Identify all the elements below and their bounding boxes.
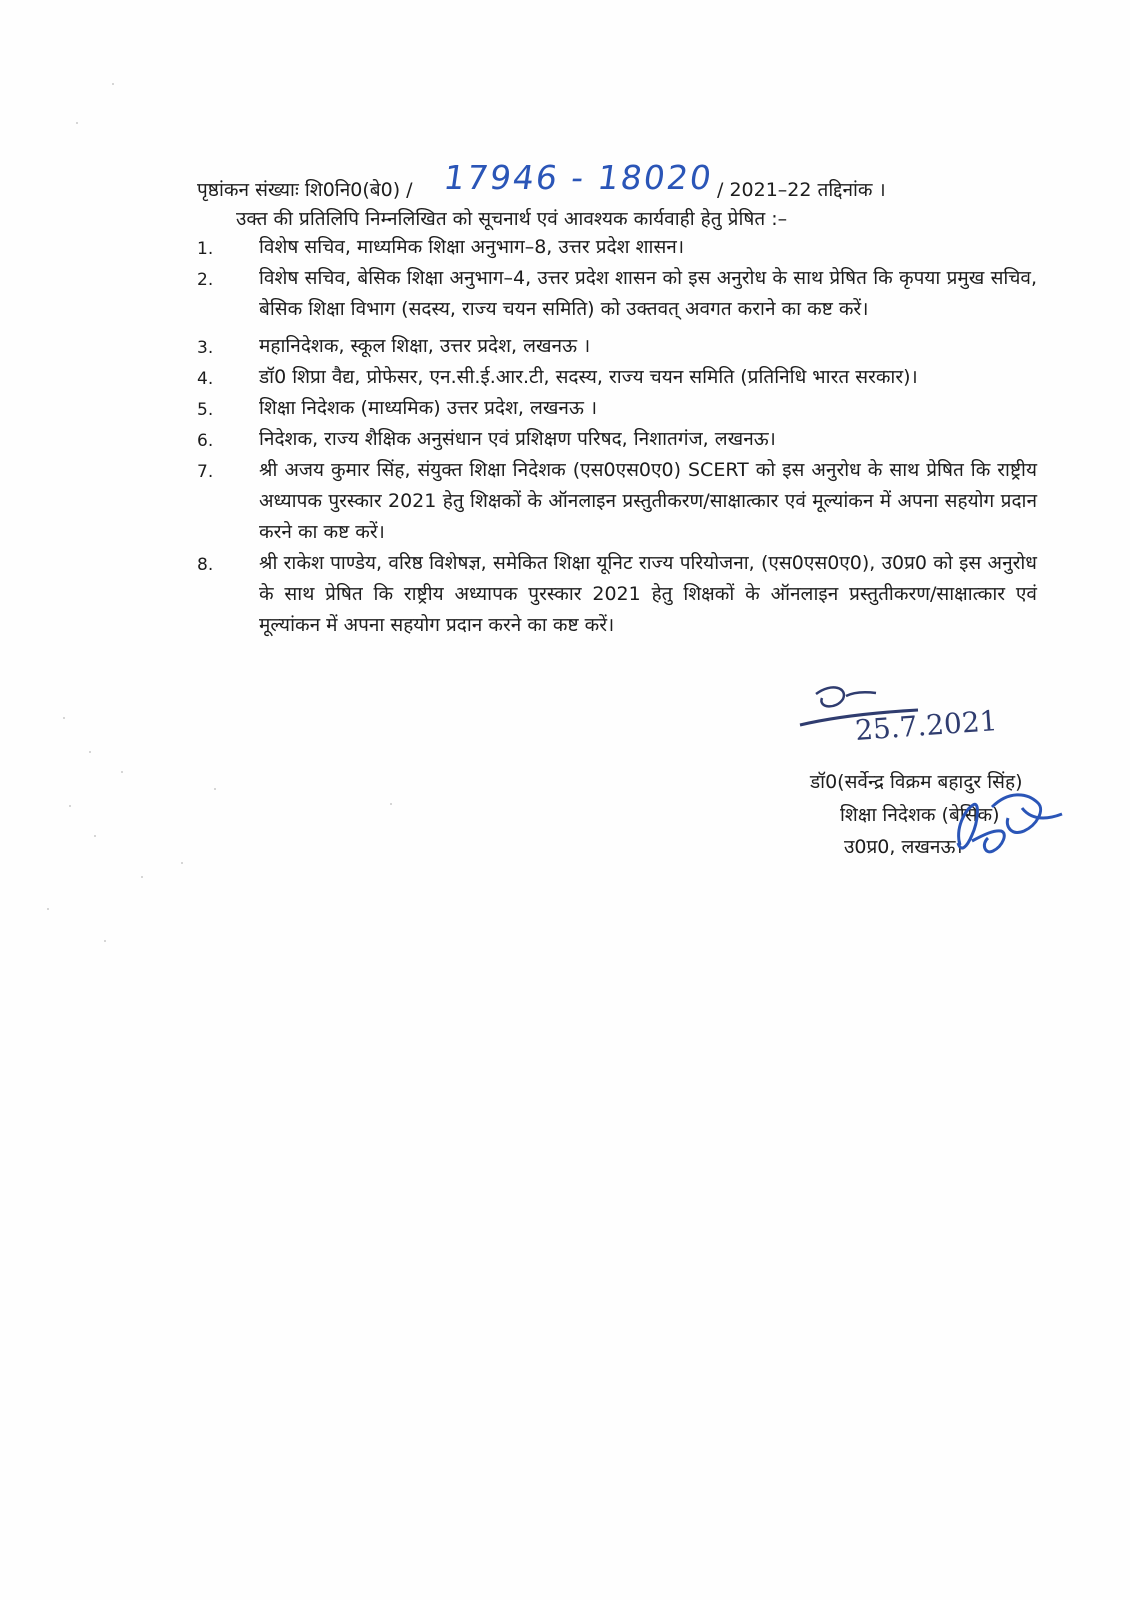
handwritten-reference-number: 17946 - 18020 xyxy=(441,158,716,197)
paper-speck xyxy=(69,805,71,807)
reference-line xyxy=(197,158,957,208)
blue-ink-signature xyxy=(950,783,1070,875)
recipient-number: 3. xyxy=(197,338,214,358)
recipient-number: 8. xyxy=(197,555,214,575)
recipient-number: 6. xyxy=(197,431,214,451)
intro-line: उक्त की प्रतिलिपि निम्नलिखित को सूचनार्थ एवं आवश्यक कार्यवाही हेतु प्रेषित :– xyxy=(236,208,788,230)
paper-speck xyxy=(63,717,65,719)
recipient-text: निदेशक, राज्य शैक्षिक अनुसंधान एवं प्रशिक्षण परिषद, निशातगंज, लखनऊ। xyxy=(259,428,776,450)
recipient-number: 2. xyxy=(197,270,214,290)
paper-speck xyxy=(89,751,91,753)
signature-block xyxy=(798,680,1068,870)
recipient-number: 7. xyxy=(197,462,214,482)
signatory-location: उ0प्र0, लखनऊ। xyxy=(844,836,963,858)
paper-speck xyxy=(94,835,96,837)
recipient-item xyxy=(197,232,1037,263)
recipient-text: डॉ0 शिप्रा वैद्य, प्रोफेसर, एन.सी.ई.आर.टी, सदस्य, राज्य चयन समिति (प्रतिनिधि भारत सरकार)। xyxy=(259,366,918,388)
paper-speck xyxy=(47,908,49,910)
recipient-item xyxy=(197,548,1037,641)
paper-speck xyxy=(76,122,78,124)
recipient-item xyxy=(197,331,1037,362)
recipient-item xyxy=(197,362,1037,393)
paper-speck xyxy=(181,862,183,864)
recipient-list xyxy=(197,232,1037,641)
paper-speck xyxy=(112,83,114,85)
reference-prefix: पृष्ठांकन संख्याः शि0नि0(बे0) / xyxy=(197,179,413,201)
recipient-text: महानिदेशक, स्कूल शिक्षा, उत्तर प्रदेश, लखनऊ । xyxy=(259,335,591,357)
recipient-item xyxy=(197,263,1037,325)
signatory-designation: शिक्षा निदेशक (बेसिक) xyxy=(840,804,1000,826)
signatory-name: डॉ0(सर्वेन्द्र विक्रम बहादुर सिंह) xyxy=(810,771,1023,793)
recipient-item xyxy=(197,424,1037,455)
paper-speck xyxy=(214,788,216,790)
recipient-text: विशेष सचिव, बेसिक शिक्षा अनुभाग–4, उत्तर प्रदेश शासन को इस अनुरोध के साथ प्रेषित कि कृपया प्रमुख सचिव, बेसिक शिक्षा विभाग (सदस्य, राज्य चयन समिति) को उक्तवत् अवगत कराने का कष्ट करें। xyxy=(259,267,1037,320)
reference-suffix: / 2021–22 तद्दिनांक । xyxy=(717,179,886,201)
recipient-text: विशेष सचिव, माध्यमिक शिक्षा अनुभाग–8, उत्तर प्रदेश शासन। xyxy=(259,236,685,258)
recipient-text: शिक्षा निदेशक (माध्यमिक) उत्तर प्रदेश, लखनऊ । xyxy=(259,397,598,419)
recipient-text: श्री राकेश पाण्डेय, वरिष्ठ विशेषज्ञ, समेकित शिक्षा यूनिट राज्य परियोजना, (एस0एस0ए0), उ0प्र0 को इस अनुरोध के साथ प्रेषित कि राष्ट्रीय अध्यापक पुरस्कार 2021 हेतु शिक्षकों के ऑनलाइन प्रस्तुतीकरण/साक्षात्कार एवं मूल्यांकन में अपना सहयोग प्रदान करने का कष्ट करें। xyxy=(259,552,1037,636)
recipient-item xyxy=(197,393,1037,424)
paper-speck xyxy=(141,876,143,878)
recipient-text: श्री अजय कुमार सिंह, संयुक्त शिक्षा निदेशक (एस0एस0ए0) SCERT को इस अनुरोध के साथ प्रेषित कि राष्ट्रीय अध्यापक पुरस्कार 2021 हेतु शिक्षकों के ऑनलाइन प्रस्तुतीकरण/साक्षात्कार एवं मूल्यांकन में अपना सहयोग प्रदान करने का कष्ट करें। xyxy=(259,459,1037,543)
paper-speck xyxy=(121,771,123,773)
recipient-number: 4. xyxy=(197,369,214,389)
paper-speck xyxy=(104,940,106,942)
handwritten-date: 25.7.2021 xyxy=(854,704,999,747)
recipient-number: 1. xyxy=(197,239,214,259)
recipient-number: 5. xyxy=(197,400,214,420)
paper-speck xyxy=(390,803,392,805)
recipient-item xyxy=(197,455,1037,548)
